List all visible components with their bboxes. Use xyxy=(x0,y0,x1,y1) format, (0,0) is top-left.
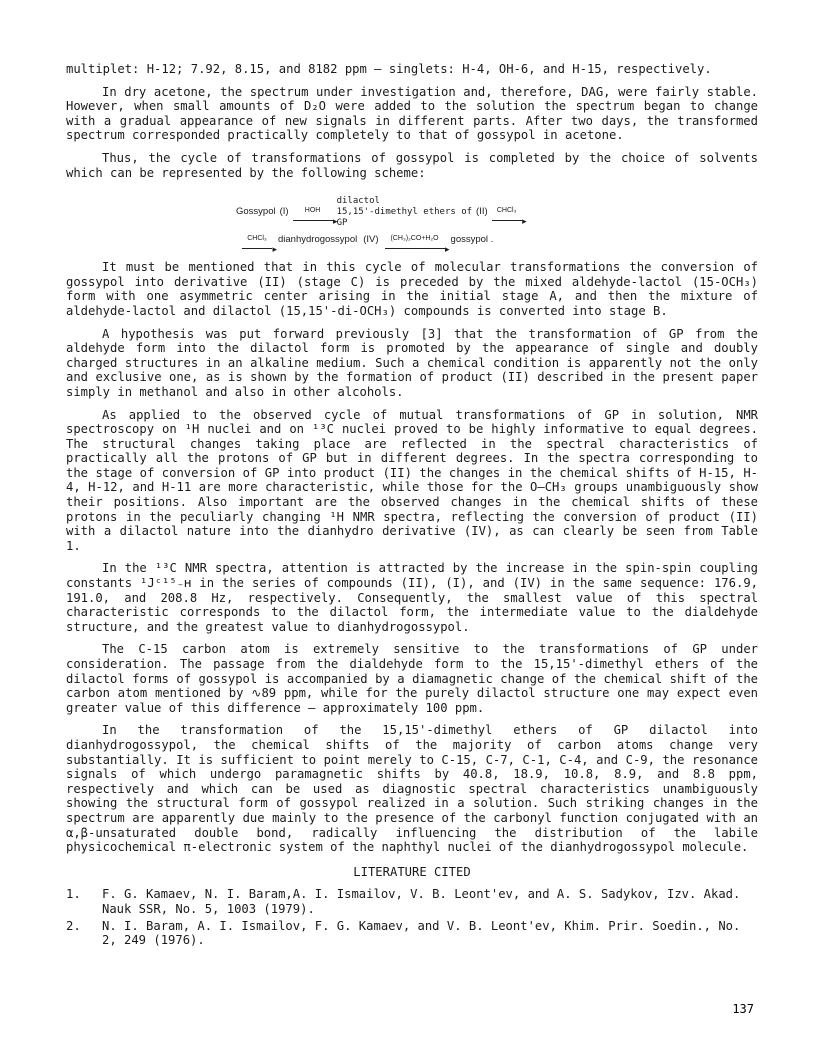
reaction-arrow xyxy=(293,204,333,221)
paragraph: In the transformation of the 15,15'-dimethyl ethers of GP dilactol into dianhydrogossypol, the chemical shifts of the majority of carbon atoms change very substantially. It is sufficient to point merely to C-15, C-7, C-1, C-4, and C-9, the resonance signals of which undergo paramagnetic shifts by 40.8, 18.9, 10.8, 8.9, and 8.8 ppm, respectively and which can be used as diagnostic spectral characteristics unambiguously showing the structural form of gossypol realized in a solution. Such striking changes in the spectrum are apparently due mainly to the presence of the carbonyl function conjugated with an α,β-unsaturated double bond, radically influencing the distribution of the labile physicochemical π-electronic system of the naphthyl nuclei of the dianhydrogossypol molecule. xyxy=(66,723,758,855)
paragraph: As applied to the observed cycle of mutual transformations of GP in solution, NMR spectroscopy on ¹H nuclei and on ¹³C nuclei proved to be highly informative to equal degrees. The structural changes taking place are reflected in the spectral characteristics of practically all the protons of GP but in different degrees. In the spectra corresponding to the stage of conversion of GP into product (II) the changes in the chemical shifts of H-15, H-4, H-12, and H-11 are more characteristic, while those for the O–CH₃ groups unambiguously show their positions. Also important are the observed changes in the chemical shifts of these protons in the peculiarly changing ¹H NMR spectra, reflecting the conversion of product (II) with a dilactol nature into the dianhydro derivative (IV), as can clearly be seen from Table 1. xyxy=(66,407,758,553)
arrow-condition: CHCl₃ xyxy=(496,207,517,215)
arrow-condition: CHCl₃ xyxy=(247,235,267,243)
scheme-row-1 xyxy=(236,196,522,229)
scheme-gossypol: Gossypol xyxy=(236,206,276,218)
paragraph: multiplet: H-12; 7.92, 8.15, and 8182 ppm – singlets: H-4, OH-6, and H-15, respectively. xyxy=(66,62,712,76)
reaction-arrow xyxy=(492,204,522,221)
scheme-gossypol-end: gossypol . xyxy=(450,234,494,246)
scheme-dilactol xyxy=(337,196,472,229)
dilactol-line: dilactol xyxy=(336,196,380,207)
scheme-label-iv: (IV) xyxy=(363,234,379,246)
arrow-condition: (CH₃)₂CO+H₂O xyxy=(390,235,439,243)
arrow-line-icon xyxy=(293,220,333,221)
reaction-arrow xyxy=(242,232,272,249)
dilactol-line: GP xyxy=(336,218,348,229)
reference-text: F. G. Kamaev, N. I. Baram,A. I. Ismailov, V. B. Leont'ev, and A. S. Sadykov, Izv. Akad. Nauk SSR, No. 5, 1003 (1979). xyxy=(102,887,741,916)
paragraph: It must be mentioned that in this cycle of molecular transformations the conversion of gossypol into derivative (II) (stage C) is preceded by the mixed aldehyde-lactol (15-OCH₃) form with one asymmetric center arising in the initial stage A, and then the mixture of aldehyde-lactol and dilactol (15,15'-di-OCH₃) compounds is converted into stage B. xyxy=(66,260,758,318)
scheme-row-2 xyxy=(242,232,493,249)
reference-list xyxy=(66,887,758,947)
page-number: 137 xyxy=(732,1002,754,1016)
reference-number: 2. xyxy=(66,918,81,933)
reaction-arrow xyxy=(385,232,445,249)
paragraph: In dry acetone, the spectrum under investigation and, therefore, DAG, were fairly stable. However, when small amounts of D₂O were added to the solution the spectrum began to change with a gradual appearance of new signals in different parts. After two days, the transformed spectrum corresponded practically completely to that of gossypol in acetone. xyxy=(66,84,758,143)
article-body xyxy=(66,62,758,950)
paragraph: The C-15 carbon atom is extremely sensitive to the transformations of GP under consideration. The passage from the dialdehyde form to the 15,15'-dimethyl ethers of the dilactol forms of gossypol is accompanied by a diamagnetic change of the chemical shift of the carbon atom mentioned by ∿89 ppm, while for the purely dilactol structure one may expect even greater value of this difference – approximately 100 ppm. xyxy=(66,642,758,715)
dilactol-line: 15,15'-dimethyl ethers of xyxy=(336,207,473,218)
reference-text: N. I. Baram, A. I. Ismailov, F. G. Kamaev, and V. B. Leont'ev, Khim. Prir. Soedin., No. 2, 249 (1976). xyxy=(102,918,741,948)
arrow-line-icon xyxy=(385,248,445,249)
literature-heading: LITERATURE CITED xyxy=(353,864,471,879)
arrow-condition: HOH xyxy=(304,207,321,215)
reference-item xyxy=(66,919,758,948)
paragraph: A hypothesis was put forward previously [3] that the transformation of GP from the aldehyde form into the dilactol form is promoted by the appearance of single and doubly charged structures in an alkaline medium. Such a chemical condition is apparently not the only and exclusive one, as is shown by the formation of product (II) described in the present paper simply in methanol and also in other alcohols. xyxy=(66,326,758,399)
arrow-line-icon xyxy=(242,248,272,249)
paragraph: Thus, the cycle of transformations of gossypol is completed by the choice of solvents which can be represented by the following scheme: xyxy=(66,150,758,180)
scheme-label-ii: (II) xyxy=(476,206,488,218)
reaction-scheme xyxy=(66,188,758,250)
paragraph: In the ¹³C NMR spectra, attention is attracted by the increase in the spin-spin coupling constants ¹Jᶜ¹⁵₋ʜ in the series of compounds (II), (I), and (IV) in the same sequence: 176.9, 191.0, and 208.8 Hz, respectively. Consequently, the smallest value of this spectral characteristic corresponds to the dilactol form, the intermediate value to the dialdehyde structure, and the greatest value to dianhydrogossypol. xyxy=(66,561,758,634)
scheme-dianhydro: dianhydrogossypol xyxy=(278,234,358,246)
scheme-label-i: (I) xyxy=(279,206,289,218)
arrow-line-icon xyxy=(492,220,522,221)
reference-item xyxy=(66,887,758,916)
reference-number: 1. xyxy=(66,887,81,902)
